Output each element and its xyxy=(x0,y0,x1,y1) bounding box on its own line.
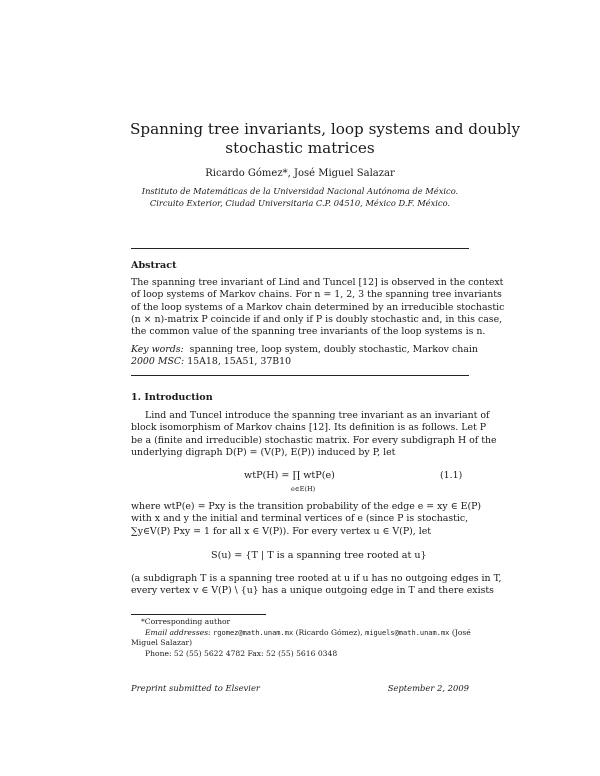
abstract-line: The spanning tree invariant of Lind and Tuncel [12] is observed in the context xyxy=(131,277,504,288)
intro-paragraph-1: Lind and Tuncel introduce the spanning tree invariant as an invariant of block isomorphism of Markov chains [12]. Its definition is as follows. Let P be a (finite and irreducible) stochastic matrix. For every subdigraph H of the underlying digraph D(P) = (V(P), E(P)) induced by P, let xyxy=(131,410,497,458)
paper-title: Spanning tree invariants, loop systems and doubly stochastic matrices xyxy=(130,120,521,157)
abstract-line: of loop systems of Markov chains. For n = 1, 2, 3 the spanning tree invariants xyxy=(131,289,502,301)
footnote: *Corresponding author Email addresses: rgomez@math.unam.mx (Ricardo Gómez), miguels@math.unam.mx (José Miguel Salazar) Phone: 52 (55) 5622 4782 Fax: 52 (55) 5616 0348 xyxy=(131,617,471,658)
keywords: spanning tree, loop system, doubly stochastic, Markov chain xyxy=(189,344,478,355)
equation-1-1-product-index: e∈E(H) xyxy=(291,485,316,493)
intro-paragraph-3: (a subdigraph T is a spanning tree rooted at u if u has no outgoing edges in T, every vertex v ∈ V(P) \ {u} has a unique outgoing edge in T and there exists xyxy=(131,573,502,597)
abstract-body xyxy=(131,277,505,338)
author-list: Ricardo Gómez*, José Miguel Salazar xyxy=(205,168,395,179)
abstract-line: of the loop systems of a Markov chain determined by an irreducible stochastic xyxy=(131,301,505,313)
abstract-top-rule xyxy=(131,248,469,249)
footnote-rule xyxy=(131,614,266,615)
intro-paragraph-2: where wtP(e) = Pxy is the transition probability of the edge e = xy ∈ E(P) with x and y the initial and terminal vertices of e (since P is stochastic, ∑y∈V(P) Pxy = 1 for all x ∈ V(P)). For every vertex u ∈ V(P), let xyxy=(131,501,482,537)
msc-codes: 15A18, 15A51, 37B10 xyxy=(187,356,292,368)
abstract-line: the common value of the spanning tree invariants of the loop systems is n. xyxy=(131,326,486,338)
abstract-heading: Abstract xyxy=(131,260,177,271)
msc-label: 2000 MSC: xyxy=(131,356,185,368)
section-heading: 1. Introduction xyxy=(131,392,213,403)
abstract-bottom-rule xyxy=(131,375,469,376)
affiliation: Instituto de Matemáticas de la Universidad Nacional Autónoma de México. Circuito Exterior, Ciudad Universitaria C.P. 04510, México D.F. México. xyxy=(141,186,459,208)
email-link[interactable]: miguels@math.unam.mx xyxy=(365,628,450,637)
footer-date: September 2, 2009 xyxy=(387,683,469,693)
email-link[interactable]: rgomez@math.unam.mx xyxy=(213,628,294,637)
keywords-block xyxy=(131,344,478,369)
equation-number: (1.1) xyxy=(440,470,463,481)
equation-spanning-tree-set: S(u) = {T | T is a spanning tree rooted at u} xyxy=(211,550,427,561)
abstract-line: (n × n)-matrix P coincide if and only if P is doubly stochastic and, in this case, xyxy=(131,313,503,325)
keywords-label: Key words: xyxy=(131,344,184,355)
footer-preprint: Preprint submitted to Elsevier xyxy=(131,683,260,693)
equation-1-1: wtP(H) = ∏ wtP(e) xyxy=(244,470,335,481)
